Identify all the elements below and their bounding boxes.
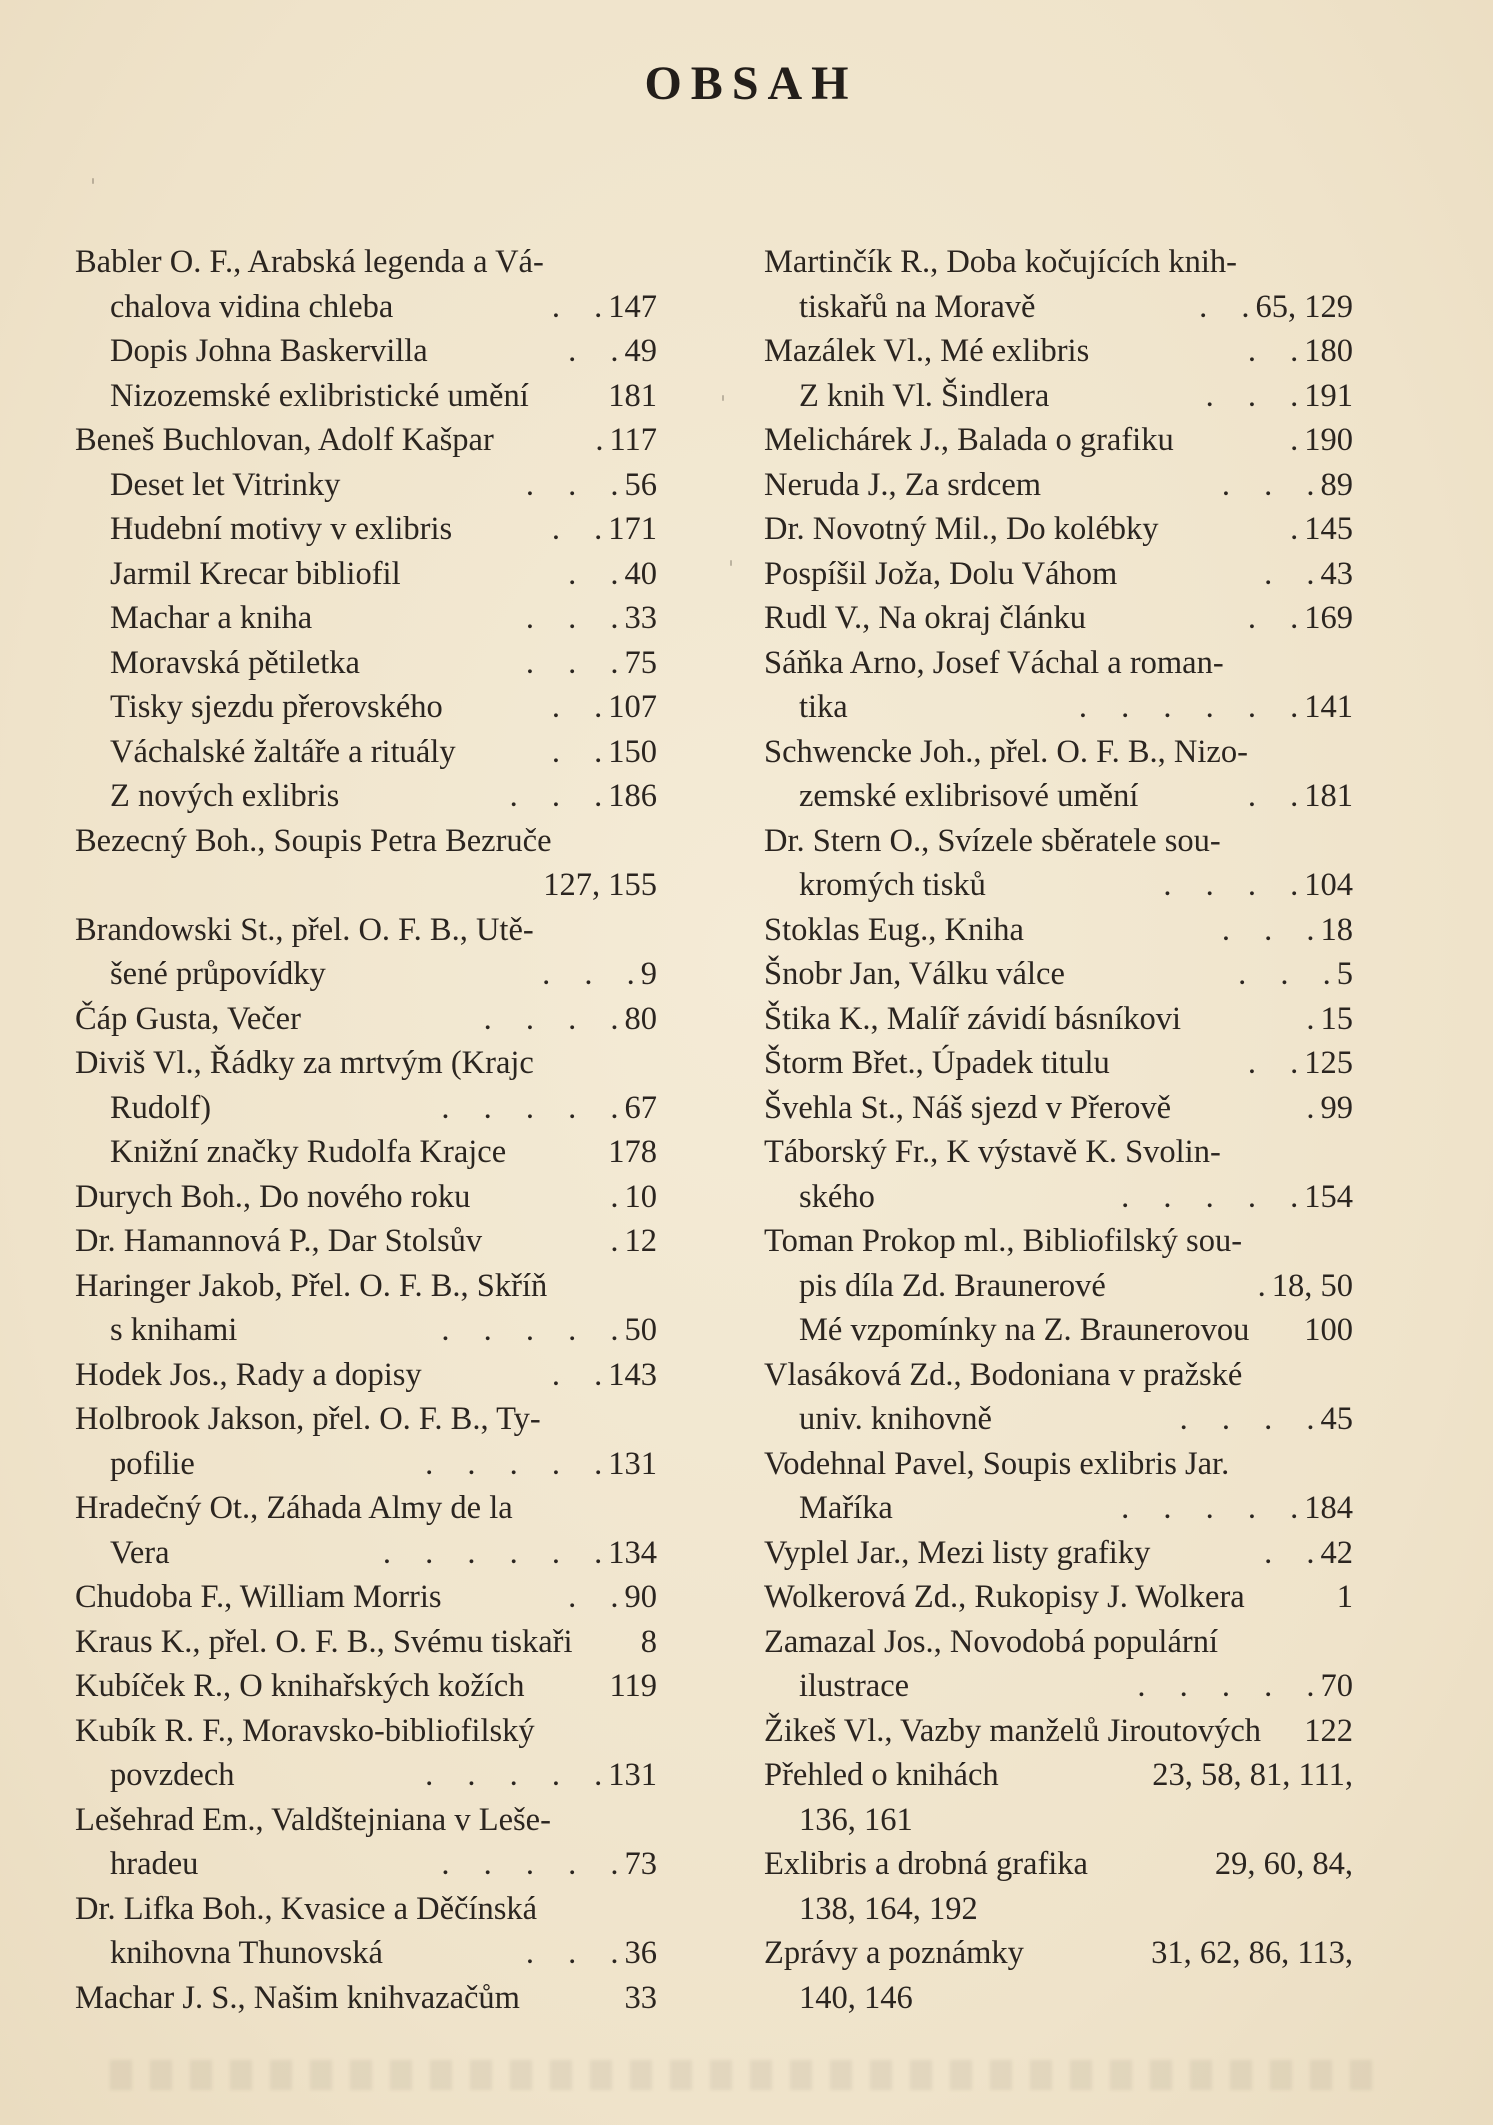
toc-entry — [764, 374, 1353, 419]
toc-entry — [75, 1130, 657, 1175]
page-numbers: 65, 129 — [1255, 288, 1353, 325]
toc-entry — [75, 285, 657, 330]
page-numbers: 178 — [608, 1134, 657, 1170]
dot-leader: . . . — [509, 778, 603, 814]
page-numbers: 23, 58, 81, 111, — [1152, 1757, 1353, 1793]
toc-entry — [75, 418, 657, 463]
paper-speck — [722, 395, 724, 401]
toc-entry — [764, 1798, 1353, 1843]
entry-title: Dr. Novotný Mil., Do kolébky — [764, 511, 1159, 547]
dot-leader: . . . . . — [441, 1089, 619, 1126]
dot-leader: . — [595, 422, 604, 458]
entry-title: Brandowski St., přel. O. F. B., Utě- — [75, 911, 534, 948]
paper-speck — [130, 520, 132, 526]
page-numbers: 169 — [1304, 600, 1353, 636]
toc-entry — [75, 1219, 657, 1264]
page-numbers: 75 — [624, 644, 657, 681]
page-numbers: 131 — [608, 1445, 657, 1482]
dot-leader: . — [610, 1223, 619, 1259]
toc-column-left — [75, 240, 657, 2020]
bleed-through-band — [110, 2060, 1380, 2090]
page-numbers: 40 — [624, 555, 657, 592]
dot-leader: . — [1257, 1267, 1266, 1304]
entry-title: Machar a kniha — [110, 600, 313, 636]
toc-entry — [764, 1976, 1353, 2021]
entry-title: Exlibris a drobná grafika — [764, 1846, 1088, 1882]
dot-leader: . . . — [1221, 466, 1315, 503]
toc-entry — [764, 730, 1353, 775]
entry-title: Hodek Jos., Rady a dopisy — [75, 1356, 422, 1393]
entry-title: Maříka — [799, 1490, 893, 1526]
toc-column-right — [764, 240, 1353, 2020]
toc-entry — [764, 774, 1353, 819]
dot-leader: . . — [1264, 555, 1315, 592]
entry-title: tika — [799, 689, 848, 725]
entry-title: Dr. Hamannová P., Dar Stolsův — [75, 1223, 483, 1259]
page-numbers: 190 — [1304, 422, 1353, 458]
entry-title: pofilie — [110, 1445, 195, 1482]
entry-title: ského — [799, 1178, 875, 1215]
page-numbers: 9 — [640, 956, 657, 992]
page-numbers: 122 — [1304, 1712, 1353, 1749]
toc-entry — [75, 908, 657, 953]
page-numbers: 154 — [1304, 1178, 1353, 1215]
entry-title: Bezecný Boh., Soupis Petra Bezruče — [75, 822, 552, 859]
entry-title: Deset let Vitrinky — [110, 466, 341, 503]
toc-entry — [75, 240, 657, 285]
toc-entry — [75, 1264, 657, 1309]
entry-title: Melichárek J., Balada o grafiku — [764, 422, 1174, 458]
toc-entry — [764, 1842, 1353, 1887]
page-numbers: 147 — [608, 288, 657, 325]
entry-title: tiskařů na Moravě — [799, 288, 1036, 325]
page-numbers: 70 — [1320, 1668, 1353, 1704]
toc-entry — [764, 997, 1353, 1042]
entry-title: Zprávy a poznámky — [764, 1935, 1024, 1971]
page-numbers: 184 — [1304, 1490, 1353, 1526]
toc-entry — [764, 1709, 1353, 1754]
toc-entry — [764, 1353, 1353, 1398]
entry-title: Schwencke Joh., přel. O. F. B., Nizo- — [764, 733, 1248, 770]
entry-title: Přehled o knihách — [764, 1757, 999, 1793]
entry-title: Dr. Stern O., Svízele sběratele sou- — [764, 822, 1221, 859]
entry-title: Štorm Břet., Úpadek titulu — [764, 1045, 1110, 1081]
entry-title: Mazálek Vl., Mé exlibris — [764, 333, 1090, 369]
toc-entry — [764, 908, 1353, 953]
toc-entry — [75, 952, 657, 997]
page-numbers: 186 — [608, 778, 657, 814]
page-numbers: 8 — [640, 1623, 657, 1660]
page-numbers: 191 — [1304, 377, 1353, 414]
toc-entry — [764, 596, 1353, 641]
entry-title: Durych Boh., Do nového roku — [75, 1178, 471, 1215]
toc-entry — [75, 1842, 657, 1887]
entry-title: Švehla St., Náš sjezd v Přerově — [764, 1089, 1172, 1126]
dot-leader: . — [1306, 1000, 1315, 1037]
toc-entry — [75, 819, 657, 864]
dot-leader: . . — [568, 333, 619, 369]
paper-speck — [92, 178, 94, 184]
toc-entry — [75, 997, 657, 1042]
page-numbers: 171 — [608, 511, 657, 547]
toc-entry — [75, 552, 657, 597]
entry-title: s knihami — [110, 1312, 238, 1348]
toc-entry — [75, 1353, 657, 1398]
toc-entry — [764, 329, 1353, 374]
entry-title: Pospíšil Joža, Dolu Váhom — [764, 555, 1118, 592]
entry-title: Váchalské žaltáře a rituály — [110, 733, 456, 770]
dot-leader: . . — [1264, 1534, 1315, 1571]
dot-leader: . . . . . . — [382, 1534, 603, 1571]
page-numbers: 15 — [1320, 1000, 1353, 1037]
dot-leader: . . — [1247, 333, 1299, 369]
toc-entry — [75, 641, 657, 686]
page-numbers: 131 — [608, 1757, 657, 1793]
page-numbers: 49 — [624, 333, 657, 369]
toc-entry — [75, 1397, 657, 1442]
toc-entry — [764, 1397, 1353, 1442]
dot-leader: . . . — [525, 466, 619, 503]
entry-title: Z knih Vl. Šindlera — [799, 377, 1050, 414]
entry-title: Wolkerová Zd., Rukopisy J. Wolkera — [764, 1579, 1245, 1615]
entry-title: Žikeš Vl., Vazby manželů Jiroutových — [764, 1712, 1262, 1749]
toc-entry — [75, 1887, 657, 1932]
dot-leader: . . — [551, 689, 603, 725]
entry-title: Táborský Fr., K výstavě K. Svolin- — [764, 1134, 1221, 1170]
toc-entry — [75, 1531, 657, 1576]
dot-leader: . . . . . . — [1078, 689, 1299, 725]
page-numbers: 143 — [608, 1356, 657, 1393]
dot-leader: . . . — [525, 1935, 619, 1971]
entry-title: povzdech — [110, 1757, 235, 1793]
page-numbers: 43 — [1320, 555, 1353, 592]
toc-entry — [75, 1575, 657, 1620]
entry-title: Haringer Jakob, Přel. O. F. B., Skříň — [75, 1267, 548, 1304]
entry-title: pis díla Zd. Braunerové — [799, 1267, 1106, 1304]
dot-leader: . . . — [542, 956, 635, 992]
page-numbers: 89 — [1320, 466, 1353, 503]
entry-title: Babler O. F., Arabská legenda a Vá- — [75, 244, 544, 280]
entry-title: Nizozemské exlibristické umění — [110, 377, 529, 414]
page-numbers: 12 — [624, 1223, 657, 1259]
page-numbers: 10 — [624, 1178, 657, 1215]
page-numbers: 50 — [624, 1312, 657, 1348]
toc-entry — [764, 463, 1353, 508]
page-numbers: 125 — [1304, 1045, 1353, 1081]
entry-title: Machar J. S., Našim knihvazačům — [75, 1979, 520, 2016]
entry-title: Jarmil Krecar bibliofil — [110, 555, 401, 592]
page-numbers: 181 — [1304, 778, 1353, 814]
entry-title: kromých tisků — [799, 867, 986, 903]
toc-entry — [75, 1931, 657, 1976]
entry-title: ilustrace — [799, 1668, 910, 1704]
toc-entry — [75, 1798, 657, 1843]
entry-title: Lešehrad Em., Valdštejniana v Leše- — [75, 1801, 551, 1838]
entry-title: Vlasáková Zd., Bodoniana v pražské — [764, 1356, 1243, 1393]
page-numbers: 33 — [624, 1979, 657, 2016]
entry-title: Kubík R. F., Moravsko-bibliofilský — [75, 1712, 535, 1749]
page-numbers: 127, 155 — [543, 867, 657, 903]
toc-entry — [764, 1486, 1353, 1531]
dot-leader: . . . . . — [1121, 1178, 1299, 1215]
entry-title: Moravská pětiletka — [110, 644, 360, 681]
entry-title: Kraus K., přel. O. F. B., Svému tiskaři — [75, 1623, 573, 1660]
page-numbers: 29, 60, 84, — [1214, 1846, 1353, 1882]
entry-title: 136, 161 — [799, 1801, 913, 1838]
dot-leader: . . — [568, 555, 619, 592]
entry-title: Zamazal Jos., Novodobá populární — [764, 1623, 1218, 1660]
entry-title: Hradečný Ot., Záhada Almy de la — [75, 1490, 513, 1526]
dot-leader: . . — [551, 288, 603, 325]
toc-entry — [75, 1753, 657, 1798]
toc-entry — [764, 1219, 1353, 1264]
page-numbers: 36 — [624, 1935, 657, 1971]
dot-leader: . . . . . — [1137, 1668, 1315, 1704]
toc-entry — [764, 1887, 1353, 1932]
entry-title: Knižní značky Rudolfa Krajce — [110, 1134, 507, 1170]
entry-title: Čáp Gusta, Večer — [75, 1000, 301, 1037]
entry-title: Toman Prokop ml., Bibliofilský sou- — [764, 1223, 1243, 1259]
page-numbers: 181 — [608, 377, 657, 414]
dot-leader: . . . — [525, 644, 619, 681]
page-numbers: 180 — [1304, 333, 1353, 369]
dot-leader: . . . . . — [425, 1445, 603, 1482]
toc-entry — [75, 1086, 657, 1131]
page-numbers: 104 — [1304, 867, 1353, 903]
entry-title: Kubíček R., O knihařských kožích — [75, 1668, 525, 1704]
entry-title: Stoklas Eug., Kniha — [764, 911, 1024, 948]
page-numbers: 73 — [624, 1846, 657, 1882]
dot-leader: . . . . — [1179, 1401, 1315, 1437]
toc-entry — [75, 596, 657, 641]
dot-leader: . . . — [1221, 911, 1315, 948]
toc-entry — [75, 1709, 657, 1754]
toc-entry — [764, 1753, 1353, 1798]
entry-title: Holbrook Jakson, přel. O. F. B., Ty- — [75, 1401, 541, 1437]
dot-leader: . . . — [1238, 956, 1331, 992]
dot-leader: . . . . — [483, 1000, 619, 1037]
toc-entry — [75, 1664, 657, 1709]
page-numbers: 80 — [624, 1000, 657, 1037]
entry-title: univ. knihovně — [799, 1401, 992, 1437]
toc-entry — [764, 1264, 1353, 1309]
dot-leader: . . — [1199, 288, 1250, 325]
toc-entry — [764, 285, 1353, 330]
toc-entry — [764, 819, 1353, 864]
dot-leader: . . — [1247, 600, 1299, 636]
toc-entry — [75, 1442, 657, 1487]
page-numbers: 18 — [1320, 911, 1353, 948]
page-numbers: 18, 50 — [1271, 1267, 1353, 1304]
toc-entry — [764, 1664, 1353, 1709]
dot-leader: . . — [551, 511, 603, 547]
dot-leader: . . — [1247, 1045, 1299, 1081]
page-numbers: 67 — [624, 1089, 657, 1126]
entry-title: knihovna Thunovská — [110, 1935, 383, 1971]
page-numbers: 5 — [1336, 956, 1353, 992]
page-numbers: 99 — [1320, 1089, 1353, 1126]
entry-title: Dopis Johna Baskervilla — [110, 333, 428, 369]
entry-title: Dr. Lifka Boh., Kvasice a Děčínská — [75, 1890, 538, 1927]
entry-title: Z nových exlibris — [110, 778, 340, 814]
toc-entry — [75, 1308, 657, 1353]
toc-entry — [764, 641, 1353, 686]
toc-entry — [75, 1486, 657, 1531]
toc-entry — [764, 1130, 1353, 1175]
toc-entry — [764, 1575, 1353, 1620]
entry-title: šené průpovídky — [110, 956, 326, 992]
entry-title: Sáňka Arno, Josef Váchal a roman- — [764, 644, 1224, 681]
toc-entry — [764, 1041, 1353, 1086]
dot-leader: . — [1306, 1089, 1315, 1126]
toc-entry — [75, 863, 657, 908]
toc-entry — [764, 1931, 1353, 1976]
entry-title: Mé vzpomínky na Z. Braunerovou — [799, 1312, 1250, 1348]
entry-title: zemské exlibrisové umění — [799, 778, 1139, 814]
dot-leader: . . . . . — [1121, 1490, 1299, 1526]
page-title: OBSAH — [644, 57, 858, 110]
page-numbers: 141 — [1304, 689, 1353, 725]
toc-entry — [75, 374, 657, 419]
dot-leader: . . — [551, 733, 603, 770]
page-numbers: 45 — [1320, 1401, 1353, 1437]
entry-title: Tisky sjezdu přerovského — [110, 689, 443, 725]
toc-entry — [75, 1041, 657, 1086]
toc-entry — [764, 552, 1353, 597]
page-numbers: 90 — [624, 1579, 657, 1615]
entry-title: Diviš Vl., Řádky za mrtvým (Krajc — [75, 1045, 534, 1081]
toc-entry — [75, 463, 657, 508]
page-numbers: 33 — [624, 600, 657, 636]
entry-title: 140, 146 — [799, 1979, 913, 2016]
toc-entry — [764, 1442, 1353, 1487]
entry-title: Vodehnal Pavel, Soupis exlibris Jar. — [764, 1445, 1230, 1482]
dot-leader: . . — [551, 1356, 603, 1393]
dot-leader: . . — [1247, 778, 1299, 814]
entry-title: Rudolf) — [110, 1089, 212, 1126]
toc-entry — [764, 1086, 1353, 1131]
toc-entry — [75, 685, 657, 730]
entry-title: Šnobr Jan, Válku válce — [764, 956, 1065, 992]
dot-leader: . . . — [525, 600, 619, 636]
toc-entry — [764, 240, 1353, 285]
page-numbers: 134 — [608, 1534, 657, 1571]
toc-entry — [764, 418, 1353, 463]
entry-title: hradeu — [110, 1846, 199, 1882]
toc-entry — [764, 685, 1353, 730]
toc-entry — [764, 507, 1353, 552]
entry-title: Vyplel Jar., Mezi listy grafiky — [764, 1534, 1151, 1571]
dot-leader: . . — [568, 1579, 619, 1615]
entry-title: 138, 164, 192 — [799, 1890, 978, 1927]
entry-title: Vera — [110, 1534, 170, 1571]
dot-leader: . — [610, 1178, 619, 1215]
dot-leader: . . . . . — [441, 1312, 619, 1348]
entry-title: Rudl V., Na okraj článku — [764, 600, 1086, 636]
entry-title: Martinčík R., Doba kočujících knih- — [764, 244, 1237, 280]
toc-entry — [764, 952, 1353, 997]
toc-entry — [764, 1620, 1353, 1665]
toc-entry — [75, 1620, 657, 1665]
entry-title: Štika K., Malíř závidí básníkovi — [764, 1000, 1182, 1037]
dot-leader: . . . — [1205, 377, 1299, 414]
paper-speck — [730, 560, 732, 566]
entry-title: Chudoba F., William Morris — [75, 1579, 442, 1615]
dot-leader: . — [1290, 422, 1299, 458]
page-numbers: 31, 62, 86, 113, — [1151, 1935, 1353, 1971]
page-numbers: 100 — [1304, 1312, 1353, 1348]
dot-leader: . — [1290, 511, 1299, 547]
page-numbers: 119 — [609, 1668, 657, 1704]
dot-leader: . . . . — [1163, 867, 1299, 903]
toc-entry — [764, 863, 1353, 908]
toc-entry — [75, 507, 657, 552]
page-numbers: 107 — [608, 689, 657, 725]
toc-entry — [75, 1175, 657, 1220]
page-numbers: 42 — [1320, 1534, 1353, 1571]
page-numbers: 145 — [1304, 511, 1353, 547]
toc-entry — [764, 1531, 1353, 1576]
entry-title: Hudební motivy v exlibris — [110, 511, 453, 547]
toc-entry — [764, 1308, 1353, 1353]
entry-title: Neruda J., Za srdcem — [764, 466, 1042, 503]
page-numbers: 56 — [624, 466, 657, 503]
toc-entry — [75, 730, 657, 775]
toc-entry — [764, 1175, 1353, 1220]
dot-leader: . . . . . — [441, 1846, 619, 1882]
page-numbers: 117 — [609, 422, 657, 458]
toc-entry — [75, 774, 657, 819]
toc-entry — [75, 329, 657, 374]
page-numbers: 1 — [1336, 1579, 1353, 1615]
entry-title: Beneš Buchlovan, Adolf Kašpar — [75, 422, 494, 458]
page-numbers: 150 — [608, 733, 657, 770]
entry-title: chalova vidina chleba — [110, 288, 394, 325]
dot-leader: . . . . . — [425, 1757, 603, 1793]
toc-entry — [75, 1976, 657, 2021]
